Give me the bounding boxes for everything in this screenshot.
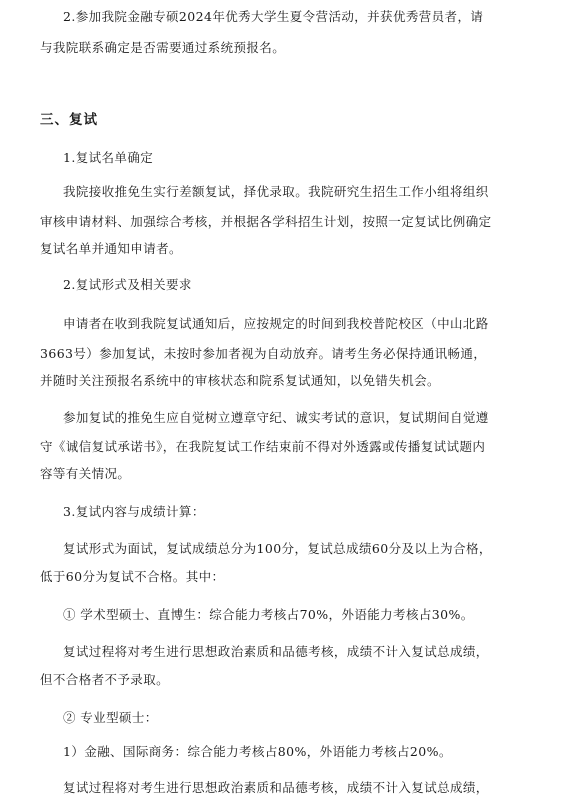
subsection-heading: 3.复试内容与成绩计算： — [63, 504, 205, 519]
text-line: 守《诚信复试承诺书》，在我院复试工作结束前不得对外透露或传播复试试题内 — [40, 439, 486, 454]
text-line: 我院接收推免生实行差额复试，择优录取。我院研究生招生工作小组将组织 — [63, 184, 489, 199]
list-item: ① 学术型硕士、直博生：综合能力考核占70%，外语能力考核占30%。 — [63, 607, 474, 622]
text-line: 与我院联系确定是否需要通过系统预报名。 — [40, 40, 286, 55]
section-heading: 三、复试 — [40, 112, 98, 128]
text-line: 但不合格者不予录取。 — [40, 672, 170, 687]
text-line: 复试过程将对考生进行思想政治素质和品德考核，成绩不计入复试总成绩， — [63, 644, 489, 659]
text-line: 复试形式为面试，复试成绩总分为100分，复试总成绩60分及以上为合格， — [63, 541, 492, 556]
subsection-heading: 2.复试形式及相关要求 — [63, 277, 192, 292]
text-line: 2.参加我院金融专硕2024年优秀大学生夏令营活动，并获优秀营员者，请 — [63, 9, 484, 24]
text-line: 容等有关情况。 — [40, 466, 131, 481]
text-line: 申请者在收到我院复试通知后，应按规定的时间到我校普陀校区（中山北路 — [63, 316, 489, 331]
text-line: 并随时关注预报名系统中的审核状态和院系复试通知，以免错失机会。 — [40, 373, 440, 388]
text-line: 3663号）参加复试，未按时参加者视为自动放弃。请考生务必保持通讯畅通， — [40, 346, 487, 361]
list-item: ② 专业型硕士： — [63, 710, 158, 725]
list-item: 1）金融、国际商务：综合能力考核占80%，外语能力考核占20%。 — [63, 744, 452, 759]
text-line: 审核申请材料、加强综合考核，并根据各学科招生计划，按照一定复试比例确定 — [40, 214, 492, 229]
text-line: 参加复试的推免生应自觉树立遵章守纪、诚实考试的意识，复试期间自觉遵 — [63, 410, 489, 425]
text-line: 复试名单并通知申请者。 — [40, 241, 182, 256]
text-line: 复试过程将对考生进行思想政治素质和品德考核，成绩不计入复试总成绩， — [63, 780, 489, 795]
subsection-heading: 1.复试名单确定 — [63, 150, 154, 165]
text-line: 低于60分为复试不合格。其中： — [40, 569, 225, 584]
